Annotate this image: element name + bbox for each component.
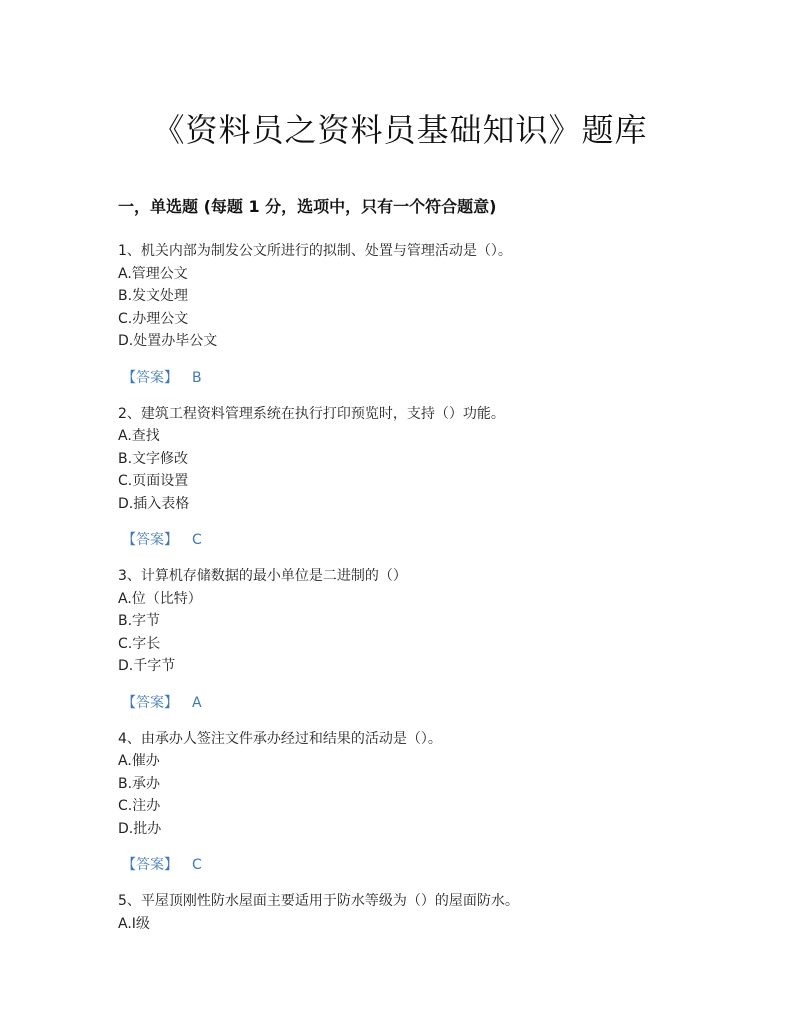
option-a: A.查找: [118, 428, 160, 444]
section-heading: 一，单选题 (每题 1 分，选项中，只有一个符合题意): [118, 197, 497, 216]
answer-label: 【答案】: [122, 694, 178, 711]
option-c: C.办理公文: [118, 310, 189, 327]
answer-value: C: [192, 857, 202, 873]
option-b: B.字节: [118, 613, 161, 629]
answer-label: 【答案】: [122, 532, 178, 548]
answer-line: [118, 692, 718, 714]
option-a: A.位（比特）: [118, 590, 202, 607]
question-3: [118, 565, 718, 714]
answer-value: B: [192, 369, 202, 386]
answer-line: [118, 529, 718, 551]
answer-line: [118, 854, 718, 876]
option-b: B.承办: [118, 775, 161, 792]
option-d: D.批办: [118, 820, 162, 837]
option-c: C.注办: [118, 798, 161, 814]
question-2: [118, 403, 718, 552]
question-list: [118, 240, 718, 935]
option-a: A.Ⅰ级: [118, 915, 150, 932]
answer-label: 【答案】: [122, 857, 178, 873]
option-b: B.文字修改: [118, 450, 189, 467]
question-5: [118, 890, 718, 935]
option-c: C.字长: [118, 635, 161, 652]
question-text: 3、计算机存储数据的最小单位是二进制的（）: [118, 568, 407, 584]
answer-value: C: [192, 532, 202, 548]
option-a: A.管理公文: [118, 265, 188, 282]
answer-label: 【答案】: [122, 369, 178, 386]
question-4: [118, 728, 718, 877]
question-1: [118, 240, 718, 389]
option-c: C.页面设置: [118, 473, 189, 489]
option-d: D.千字节: [118, 658, 176, 674]
question-text: 5、平屋顶刚性防水屋面主要适用于防水等级为（）的屋面防水。: [118, 893, 519, 909]
option-a: A.催办: [118, 753, 160, 769]
option-b: B.发文处理: [118, 288, 189, 304]
option-d: D.处置办毕公文: [118, 333, 218, 349]
answer-value: A: [192, 694, 202, 711]
question-text: 1、机关内部为制发公文所进行的拟制、处置与管理活动是（）。: [118, 243, 512, 259]
question-text: 2、建筑工程资料管理系统在执行打印预览时，支持（）功能。: [118, 405, 505, 422]
document-title: 《资料员之资料员基础知识》题库: [152, 111, 648, 149]
answer-line: [118, 367, 718, 389]
question-text: 4、由承办人签注文件承办经过和结果的活动是（）。: [118, 730, 442, 747]
option-d: D.插入表格: [118, 495, 190, 512]
